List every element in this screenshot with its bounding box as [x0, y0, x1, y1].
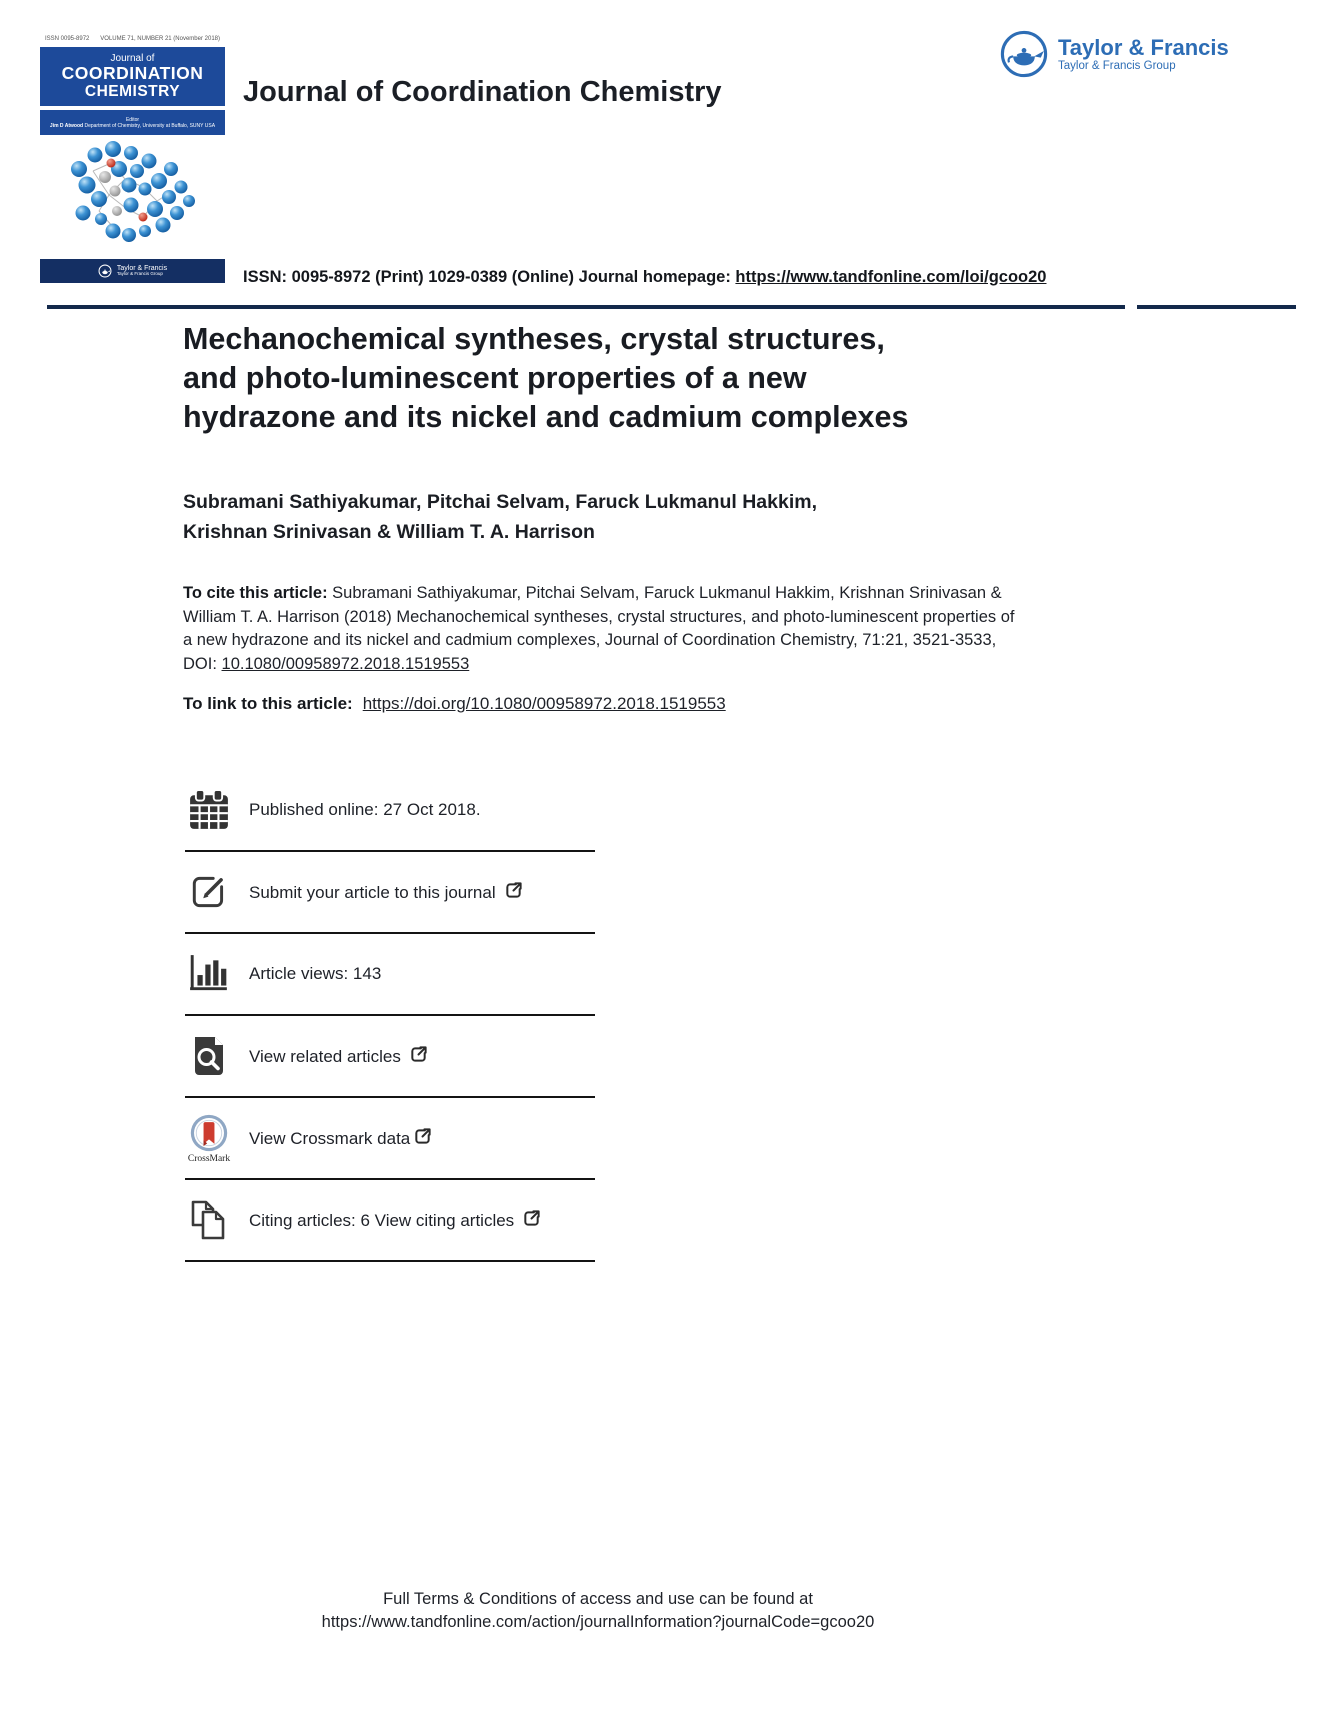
- article-title-line1: Mechanochemical syntheses, crystal structures,: [183, 322, 885, 356]
- related-articles-icon: [191, 1035, 227, 1077]
- footer-journal-info-url[interactable]: https://www.tandfonline.com/action/journalInformation?journalCode=gcoo20: [321, 1613, 875, 1631]
- authors-line1: Subramani Sathiyakumar, Pitchai Selvam, Faruck Lukmanul Hakkim,: [183, 491, 817, 513]
- article-doi-url-link[interactable]: https://doi.org/10.1080/00958972.2018.1519553: [362, 694, 726, 713]
- external-link-icon: [409, 1045, 428, 1064]
- footer-terms-text: Full Terms & Conditions of access and use can be found at: [383, 1590, 813, 1608]
- cover-editor-line: [40, 123, 225, 129]
- action-list: [185, 770, 595, 1262]
- cover-editor-affiliation: Department of Chemistry, University at Buffalo, SUNY USA: [83, 122, 216, 129]
- external-link-icon: [504, 881, 523, 900]
- molecule-image: [40, 135, 225, 259]
- crossmark-caption: CrossMark: [187, 1153, 231, 1164]
- cover-issn: ISSN 0095-8972: [45, 35, 90, 42]
- cover-editor-name: Jim D Atwood: [49, 122, 84, 129]
- external-link-icon: [413, 1127, 432, 1146]
- cover-chemistry: CHEMISTRY: [84, 83, 181, 100]
- citing-articles-row[interactable]: [185, 1180, 595, 1262]
- cite-label: To cite this article:: [183, 584, 328, 602]
- cite-text: Subramani Sathiyakumar, Pitchai Selvam, Faruck Lukmanul Hakkim, Krishnan Srinivasan & William T. A. Harrison (2018) Mechanochemical syntheses, crystal structures, and photo-luminescent properties of a new hydrazone and its nickel and cadmium complexes, Journal of Coordination Chemistry, 71:21, 3521-3533, DOI:: [183, 584, 1015, 673]
- tf-lamp-icon-small: [98, 264, 112, 278]
- cover-coordination: COORDINATION: [61, 63, 204, 83]
- issn-text: ISSN: 0095-8972 (Print) 1029-0389 (Online) Journal homepage:: [243, 268, 736, 286]
- citing-articles-text: Citing articles: 6 View citing articles: [249, 1209, 541, 1231]
- publisher-group: Taylor & Francis Group: [1058, 59, 1176, 72]
- cover-volume: VOLUME 71, NUMBER 21 (November 2018): [100, 35, 220, 42]
- authors-line2: Krishnan Srinivasan & William T. A. Harrison: [183, 521, 595, 543]
- publisher-name: Taylor & Francis: [1058, 35, 1229, 61]
- citing-articles-icon: [188, 1199, 230, 1241]
- cover-journal-of: Journal of: [110, 53, 155, 64]
- article-views-row: [185, 934, 595, 1016]
- cover-editor-block: [40, 110, 225, 135]
- article-title-line3: hydrazone and its nickel and cadmium complexes: [183, 400, 909, 434]
- cover-strip-group: Taylor & Francis Group: [116, 271, 163, 277]
- external-link-icon: [522, 1209, 541, 1228]
- tf-lamp-icon: [1000, 30, 1048, 78]
- citation-block: [183, 582, 1021, 676]
- published-online-row: [185, 770, 595, 852]
- view-crossmark-text: View Crossmark data: [249, 1127, 432, 1149]
- cover-strip-brand: Taylor & Francis: [116, 265, 168, 273]
- cover-publisher-strip: [40, 259, 225, 283]
- submit-article-text: Submit your article to this journal: [249, 881, 523, 903]
- header-rule-right: [1137, 305, 1296, 309]
- submit-article-row[interactable]: [185, 852, 595, 934]
- cover-editor-label: Editor: [125, 116, 140, 123]
- calendar-icon: [188, 789, 230, 831]
- article-views-text: Article views: 143: [249, 964, 382, 983]
- cover-masthead-meta: [40, 30, 225, 47]
- doi-link[interactable]: 10.1080/00958972.2018.1519553: [221, 654, 470, 673]
- published-online-text: Published online: 27 Oct 2018.: [249, 800, 481, 819]
- view-related-row[interactable]: [185, 1016, 595, 1098]
- link-label: To link to this article:: [183, 694, 353, 713]
- view-related-text: View related articles: [249, 1045, 428, 1067]
- molecule-svg: [53, 139, 213, 255]
- link-line: [183, 694, 726, 714]
- issn-line: [243, 268, 1046, 287]
- bar-chart-icon: [188, 953, 230, 995]
- article-title: [183, 320, 908, 437]
- crossmark-icon: [189, 1113, 229, 1153]
- cover-banner: [40, 47, 225, 135]
- journal-cover: [40, 30, 225, 283]
- taylor-francis-logo: [1000, 30, 1229, 78]
- journal-title: Journal of Coordination Chemistry: [243, 76, 722, 108]
- article-authors: [183, 487, 817, 547]
- article-title-line2: and photo-luminescent properties of a new: [183, 361, 807, 395]
- crossmark-row[interactable]: [185, 1098, 595, 1180]
- submit-icon: [188, 871, 230, 913]
- footer: [183, 1588, 1013, 1634]
- journal-homepage-link[interactable]: https://www.tandfonline.com/loi/gcoo20: [735, 268, 1047, 286]
- header-rule-left: [47, 305, 1125, 309]
